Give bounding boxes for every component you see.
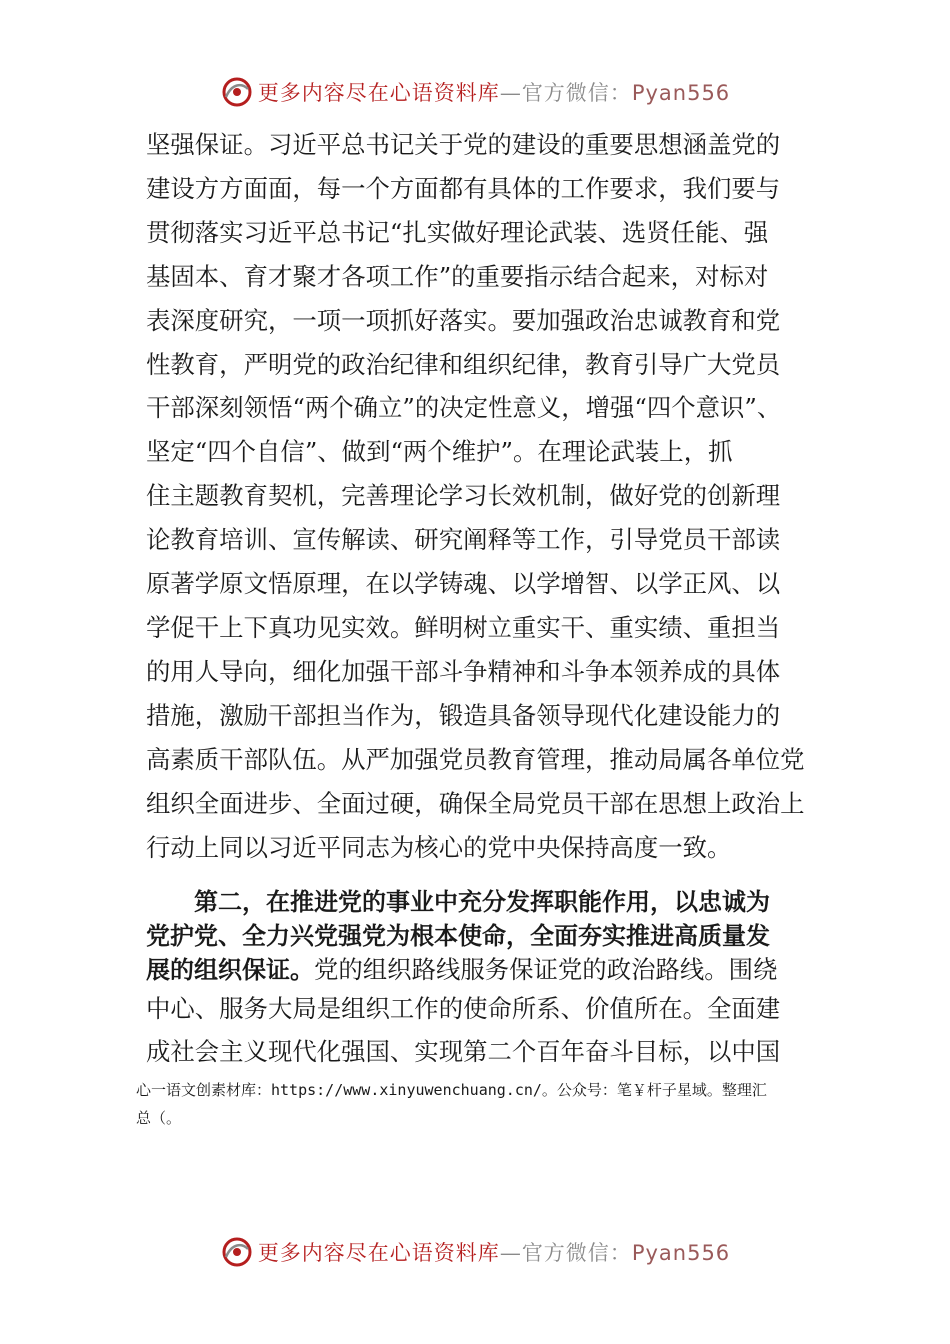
footnote-line: 心一语文创素材库：https://www.xinyuwenchuang.cn/。公众号：笔￥杆子星域。整理汇 [136,1081,767,1099]
text-line: 坚强保证。习近平总书记关于党的建设的重要思想涵盖党的 [146,130,781,159]
banner-wechat-label: 官方微信： [521,81,632,105]
header-banner [0,72,950,112]
banner-text [258,1237,730,1267]
text-line: 高素质干部队伍。从严加强党员教育管理，推动局属各单位党 [146,744,805,774]
footnote [136,1076,826,1132]
heading-tail: 展的组织保证。 [146,956,314,984]
text-line: 论教育培训、宣传解读、研究阐释等工作，引导党员干部读 [146,525,781,555]
text-line: 组织全面进步、全面过硬，确保全局党员干部在思想上政治上 [146,788,805,818]
heading-line: 第二，在推进党的事业中充分发挥职能作用，以忠诚为 [146,888,770,916]
text-line: 的用人导向，细化加强干部斗争精神和斗争本领养成的具体 [146,656,781,686]
text-line: 中心、服务大局是组织工作的使命所系、价值所在。全面建 [146,994,781,1023]
banner-dash: — [499,81,522,105]
text-tail: 党的组织路线服务保证党的政治路线。围绕 [314,955,778,984]
banner-wechat-id: Pyan556 [631,81,731,105]
text-line: 建设方方面面，每一个方面都有具体的工作要求，我们要与 [146,173,781,203]
banner-main: 更多内容尽在心语资料库 [257,1241,500,1265]
paragraph-2 [146,885,822,1073]
text-line: 性教育，严明党的政治纪律和组织纪律，教育引导广大党员 [146,349,781,379]
text-line: 表深度研究，一项一项抓好落实。要加强政治忠诚教育和党 [146,305,781,335]
banner-text [258,77,730,107]
banner-dash: — [499,1241,522,1265]
text-line: 贯彻落实习近平总书记“扎实做好理论武装、选贤任能、强 [146,217,769,247]
text-line: 行动上同以习近平同志为核心的党中央保持高度一致。 [146,832,732,862]
text-line: 坚定“四个自信”、做到“两个维护”。在理论武装上，抓 [146,437,733,467]
text-line: 学促干上下真功见实效。鲜明树立重实干、重实绩、重担当 [146,612,781,642]
mixed-line [146,953,822,987]
text-line: 原著学原文悟原理，在以学铸魂、以学增智、以学正风、以 [146,569,781,599]
logo-icon [220,1235,254,1269]
text-line: 干部深刻领悟“两个确立”的决定性意义，增强“四个意识”、 [146,393,782,423]
text-line: 基固本、育才聚才各项工作”的重要指示结合起来，对标对 [146,261,769,291]
footnote-line: 总（。 [136,1109,182,1127]
heading-line: 党护党、全力兴党强党为根本使命，全面夯实推进高质量发 [146,922,770,950]
banner-wechat-label: 官方微信： [521,1241,632,1265]
text-line: 住主题教育契机，完善理论学习长效机制，做好党的创新理 [146,481,781,511]
text-line: 措施，激励干部担当作为，锻造具备领导现代化建设能力的 [146,700,781,730]
banner-main: 更多内容尽在心语资料库 [257,81,500,105]
logo-icon [220,75,254,109]
footer-banner [0,1232,950,1272]
text-line: 成社会主义现代化强国、实现第二个百年奋斗目标，以中国 [146,1037,781,1066]
banner-wechat-id: Pyan556 [631,1241,731,1265]
paragraph-1 [146,123,822,869]
